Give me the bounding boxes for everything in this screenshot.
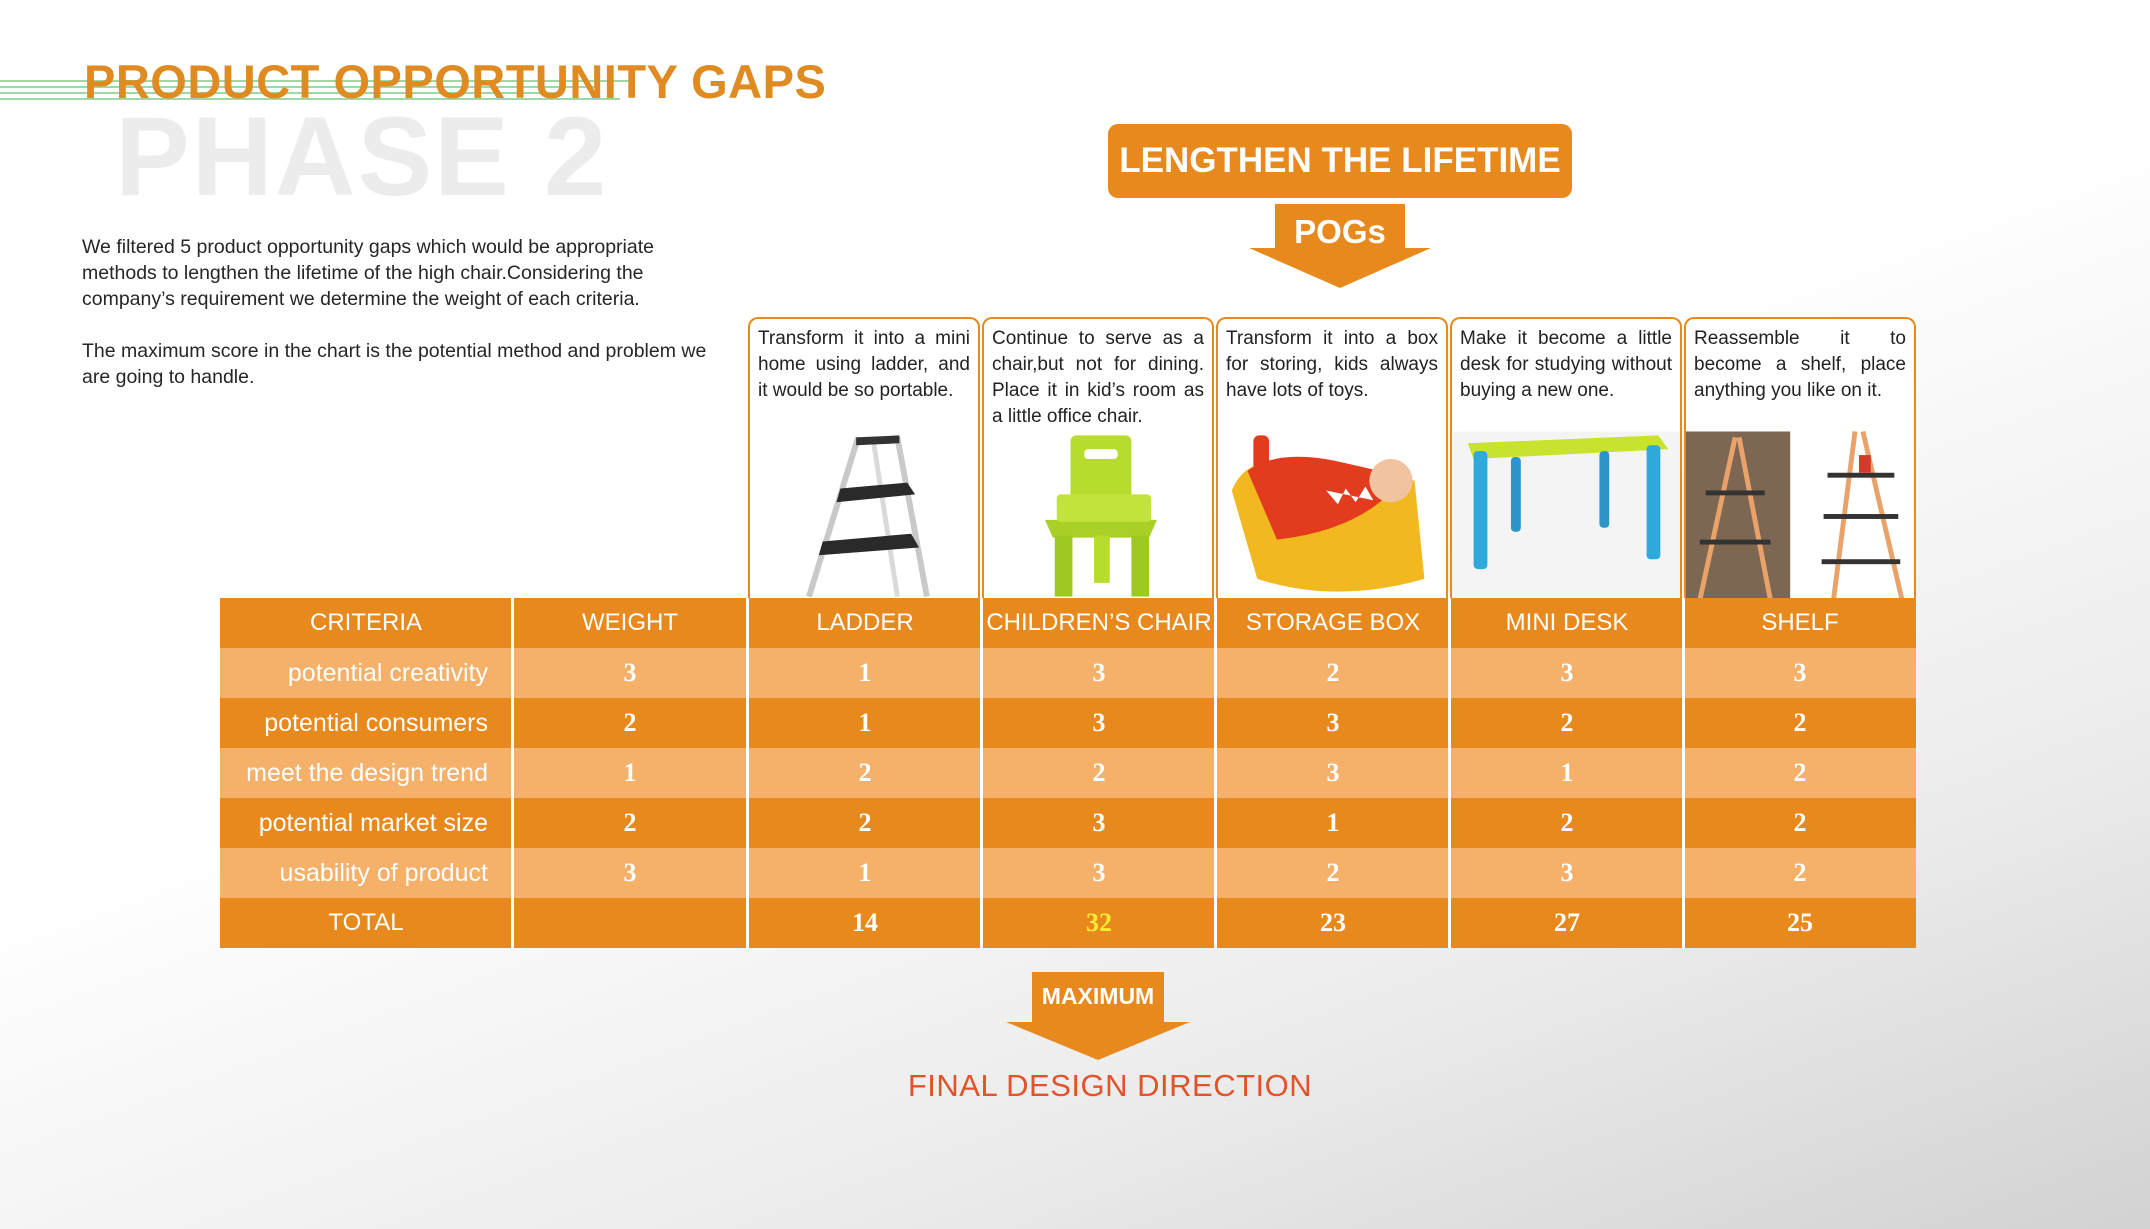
mini-desk-total: 27: [1554, 908, 1580, 937]
weight-value: 3: [623, 658, 637, 687]
storage-box-score: 2: [1326, 658, 1340, 687]
shelf-score: 2: [1793, 708, 1807, 737]
header-mini-desk: MINI DESK: [1505, 609, 1629, 636]
shelf-icon: [1686, 431, 1914, 601]
header-storage-box: STORAGE BOX: [1245, 609, 1421, 636]
storage-box-score: 2: [1326, 858, 1340, 887]
shelf-score: 2: [1793, 808, 1807, 837]
shelf-score: 2: [1793, 858, 1807, 887]
weight-value: 1: [623, 758, 637, 787]
mini-desk-score: 2: [1560, 708, 1574, 737]
product-description: Continue to serve as a chair,but not for dining. Place it in kid’s room as a little office chair.: [992, 328, 1204, 427]
header-criteria: CRITERIA: [309, 609, 422, 636]
weight-value: 3: [623, 858, 637, 887]
pogs-label: POGs: [1294, 213, 1386, 250]
storage-box-score: 1: [1326, 808, 1340, 837]
column-divider: [1214, 598, 1217, 948]
criteria-label: potential consumers: [264, 708, 488, 737]
shelf-total: 25: [1787, 908, 1813, 937]
product-card-mini-desk: [1450, 317, 1682, 601]
storage-box-total: 23: [1320, 908, 1346, 937]
table-row: [220, 698, 1916, 748]
criteria-label: potential market size: [258, 808, 488, 837]
mini-desk-score: 3: [1560, 858, 1574, 887]
final-design-direction: FINAL DESIGN DIRECTION: [907, 1068, 1313, 1103]
total-label: TOTAL: [328, 909, 404, 936]
column-divider: [980, 598, 983, 948]
ladder-score: 1: [858, 858, 872, 887]
toy-storage-box-icon: [1218, 431, 1446, 601]
ladder-score: 1: [858, 658, 872, 687]
ladder-score: 2: [858, 758, 872, 787]
intro-paragraph-1: We filtered 5 product opportunity gaps which would be appropriate methods to lengthen the lifetime of the high chair.Considering the company’s requirement we determine the weight of each criteria.: [82, 236, 654, 310]
mini-desk-score: 3: [1560, 658, 1574, 687]
criteria-label: potential creativity: [287, 658, 488, 687]
childrens-chair-score: 3: [1092, 658, 1106, 687]
table-row: [220, 798, 1916, 848]
table-total-row: [220, 898, 1916, 948]
step-ladder-icon: [750, 431, 978, 601]
ladder-score: 2: [858, 808, 872, 837]
intro-text: [82, 234, 722, 390]
weight-total: [512, 898, 748, 948]
green-chair-icon: [984, 431, 1212, 601]
childrens-chair-score: 3: [1092, 808, 1106, 837]
product-card-ladder: [748, 317, 980, 601]
product-description: Transform it into a box for storing, kids always have lots of toys.: [1226, 328, 1438, 401]
weight-value: 2: [623, 808, 637, 837]
table-header-row: [220, 598, 1916, 648]
shelf-score: 2: [1793, 758, 1807, 787]
page-title: PRODUCT OPPORTUNITY GAPS: [84, 55, 827, 108]
storage-box-score: 3: [1326, 708, 1340, 737]
product-card-storage-box: [1216, 317, 1448, 601]
ladder-score: 1: [858, 708, 872, 737]
criteria-label: usability of product: [279, 858, 488, 887]
storage-box-score: 3: [1326, 758, 1340, 787]
mini-desk-icon: [1452, 431, 1680, 601]
column-divider: [746, 598, 749, 948]
shelf-score: 3: [1793, 658, 1807, 687]
table-row: [220, 748, 1916, 798]
column-divider: [1682, 598, 1685, 948]
criteria-label: meet the design trend: [246, 758, 488, 787]
maximum-label: MAXIMUM: [1041, 982, 1155, 1009]
childrens-chair-score: 2: [1092, 758, 1106, 787]
product-description: Transform it into a mini home using ladder, and it would be so portable.: [758, 328, 970, 401]
childrens-chair-score: 3: [1092, 858, 1106, 887]
product-card-shelf: [1684, 317, 1916, 601]
table-row: [220, 848, 1916, 898]
column-divider: [511, 598, 514, 948]
mini-desk-score: 2: [1560, 808, 1574, 837]
product-description: Reassemble it to become a shelf, place anything you like on it.: [1694, 328, 1906, 401]
mini-desk-score: 1: [1560, 758, 1574, 787]
table-row: [220, 648, 1916, 698]
lengthen-lifetime-banner: LENGTHEN THE LIFETIME: [1108, 124, 1572, 198]
phase-watermark: PHASE 2: [115, 94, 609, 219]
column-divider: [1448, 598, 1451, 948]
header-shelf: SHELF: [1761, 609, 1839, 636]
product-description: Make it become a little desk for studying without buying a new one.: [1460, 328, 1672, 401]
header-ladder: LADDER: [816, 609, 914, 636]
childrens-chair-score: 3: [1092, 708, 1106, 737]
childrens-chair-total: 32: [1086, 908, 1112, 937]
header-weight: WEIGHT: [582, 609, 678, 636]
product-card-childrens-chair: [982, 317, 1214, 601]
weight-value: 2: [623, 708, 637, 737]
ladder-total: 14: [852, 908, 878, 937]
header-childrens-chair: CHILDREN’S CHAIR: [986, 609, 1212, 636]
intro-paragraph-2: The maximum score in the chart is the potential method and problem we are going to handle.: [82, 340, 707, 388]
